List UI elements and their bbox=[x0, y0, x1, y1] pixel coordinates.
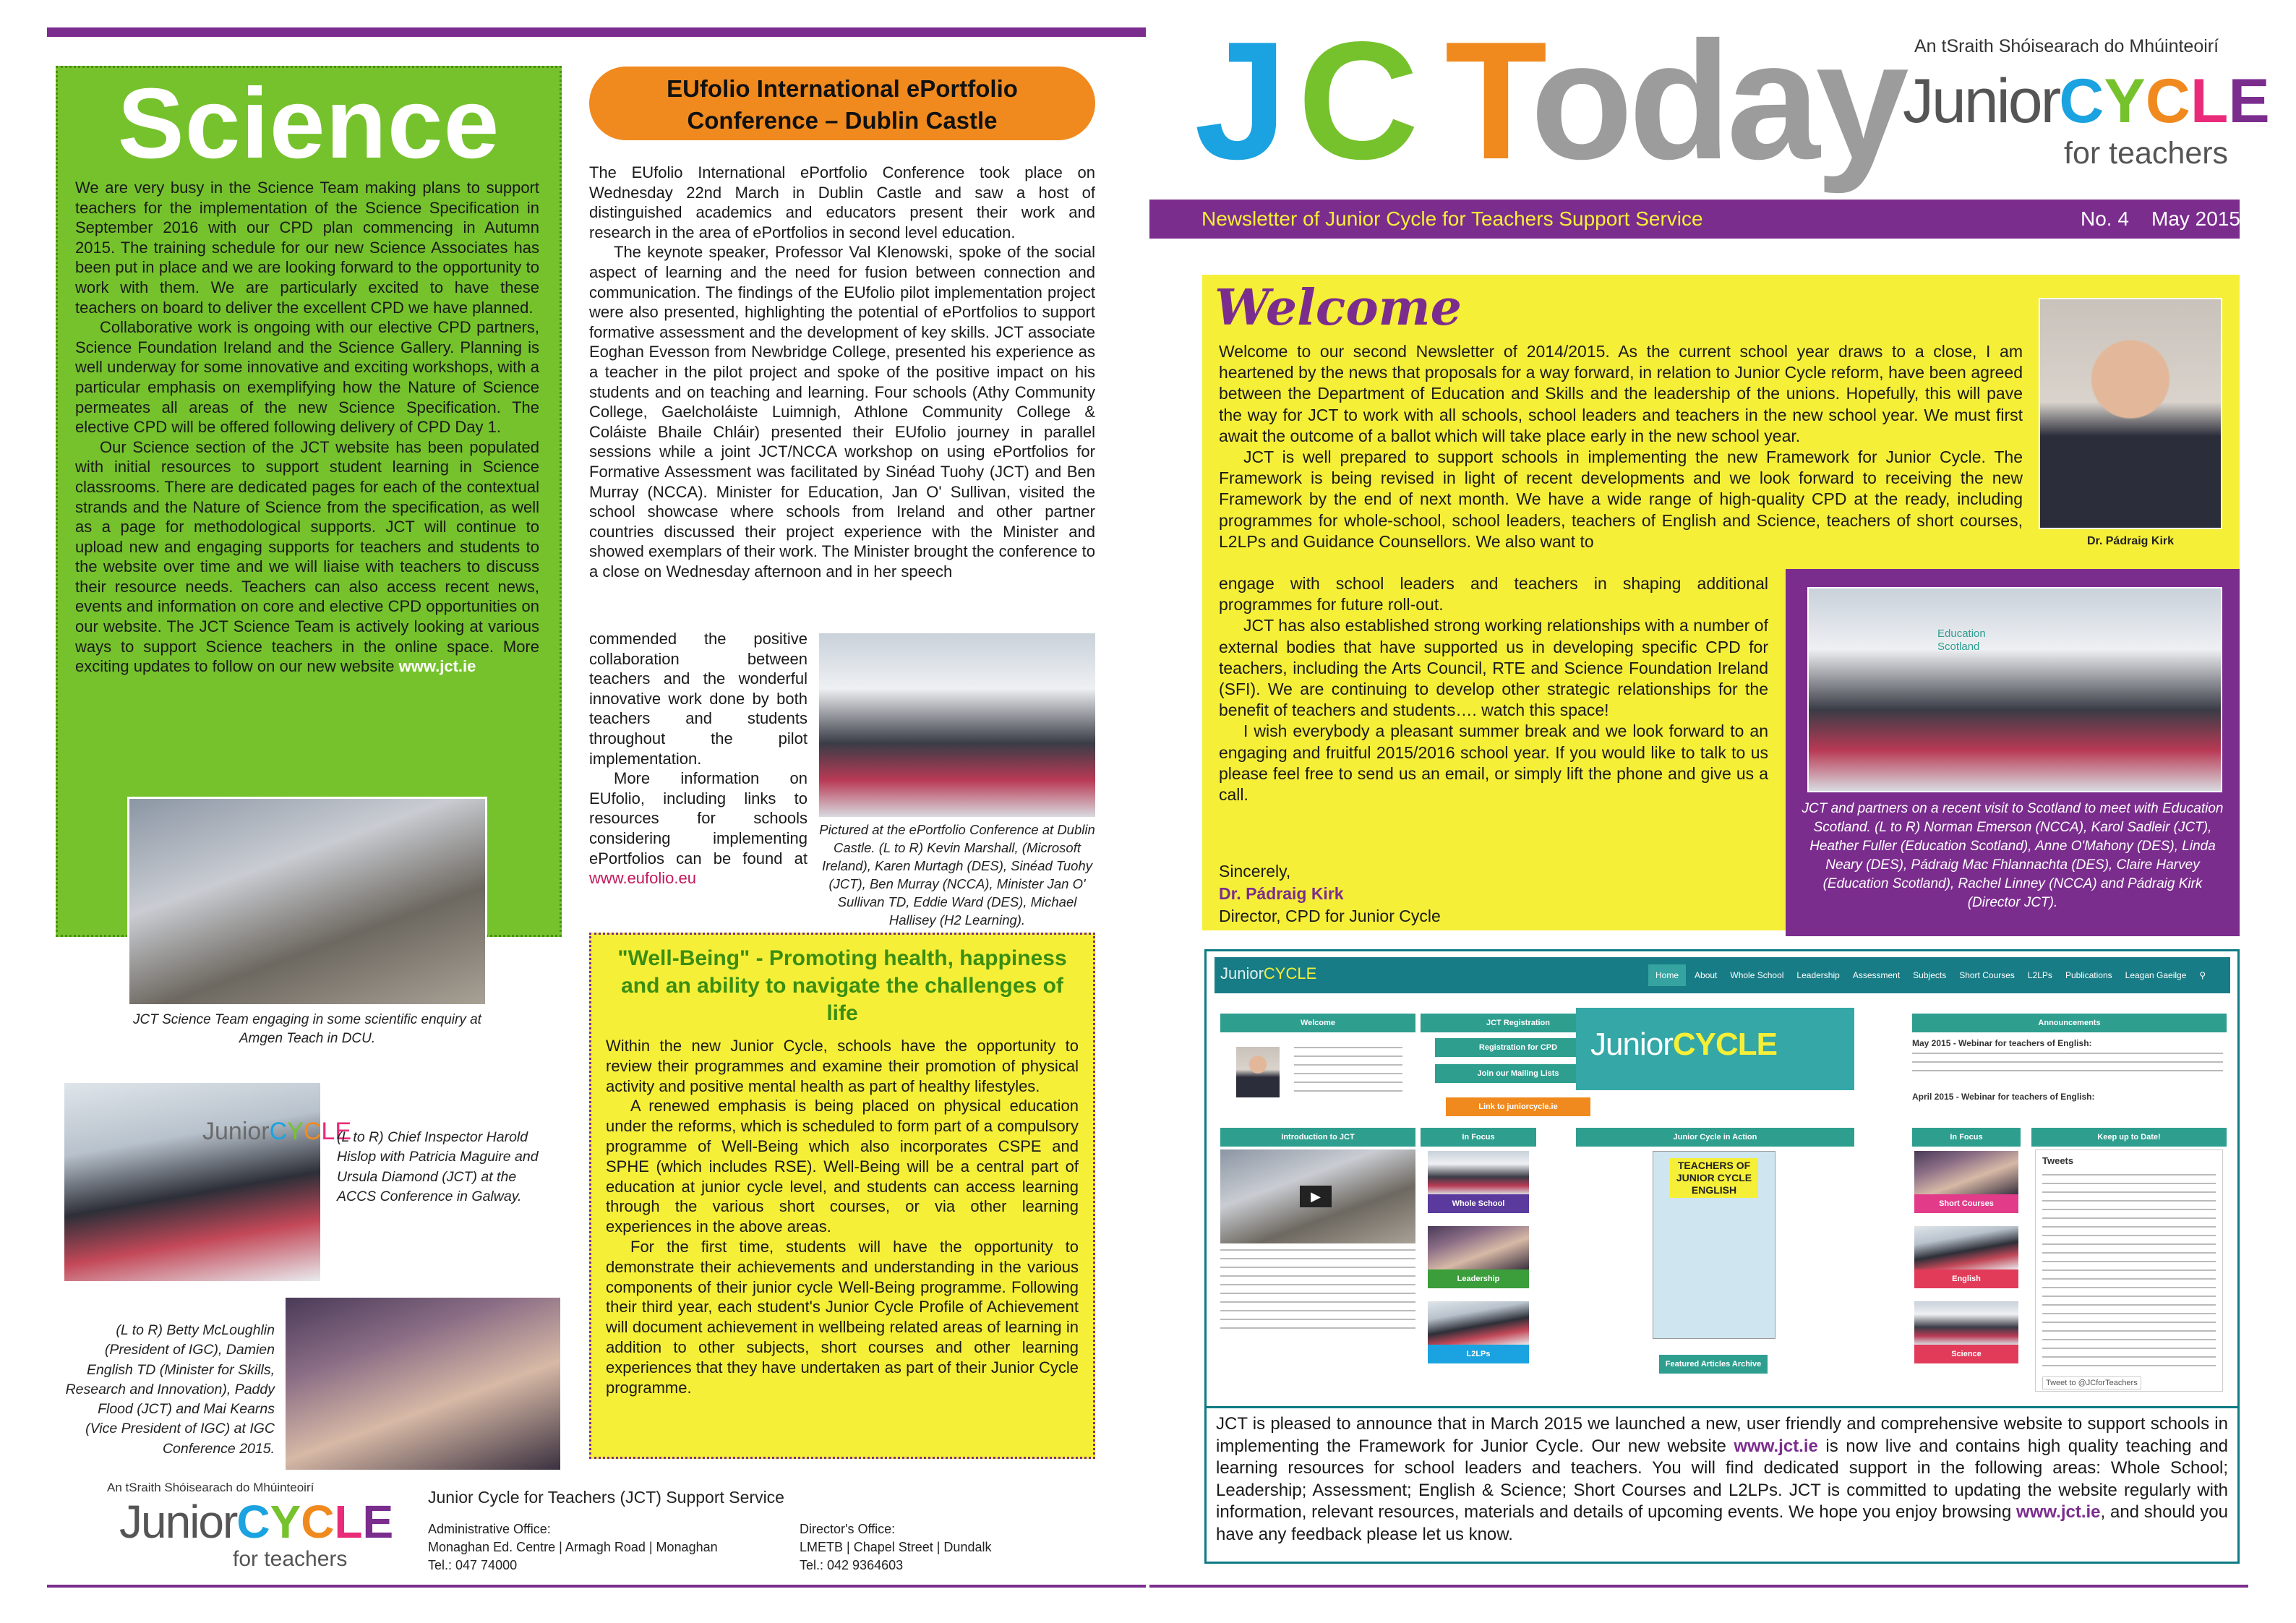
igc-photo bbox=[286, 1298, 560, 1470]
eufolio-p1: The EUfolio International ePortfolio Conference took place on Wednesday 22nd March in Dublin Castle and saw a host of distinguished academics and educators present their work and research in the area of ePortfolios in second level education. bbox=[589, 163, 1095, 241]
site-ann2: April 2015 - Webinar for teachers of English: bbox=[1912, 1092, 2095, 1102]
site-ann1-text bbox=[1912, 1053, 2223, 1079]
site-welcome-portrait bbox=[1236, 1047, 1280, 1097]
welcome-title: Welcome bbox=[1215, 279, 1462, 337]
nav-assessment[interactable]: Assessment bbox=[1852, 970, 1901, 980]
wellbeing-p2: A renewed emphasis is being placed on physical education under the reforms, which is scheduled to form part of a compulsory programme of Well-Being which also incorporates CSPE and SPHE (which includes RSE). Well-Being will be a central part of education at junior cycle level, and students can access learning through the various short courses, or via other learning experiences in the above areas. bbox=[606, 1097, 1079, 1236]
welcome-p1: Welcome to our second Newsletter of 2014/2015. As the current school year draws to a close, I am heartened by the news that proposals for a way forward, in relation to Junior Cycle reform, have been agreed between the Department of Education and Skills and the leadership of the unions. Hopefully, this will pave the way for JCT to work with all schools, school leaders and teachers in the new school year. We must first await the outcome of a ballot which will take place early in the new school year. bbox=[1219, 342, 2023, 445]
footer-admin bbox=[428, 1520, 718, 1575]
strap-title: Newsletter of Junior Cycle for Teachers Support Service bbox=[1201, 207, 1703, 230]
site-intro-bar: Introduction to JCT bbox=[1220, 1128, 1415, 1147]
footer-logo-sub: for teachers bbox=[233, 1547, 348, 1571]
nav-about[interactable]: About bbox=[1695, 970, 1718, 980]
site-tweets-label: Tweets bbox=[2042, 1155, 2074, 1166]
site-tile-english[interactable]: English bbox=[1914, 1269, 2018, 1288]
footer-logo-top: An tSraith Shóisearach do Mhúinteoirí bbox=[107, 1481, 314, 1494]
welcome-p4: I wish everybody a pleasant summer break and we look forward to an engaging and fruitful 2015/2016 school year. If you would like to talk to us please feel free to send us an email, or simply lift the phone and give us a call. bbox=[1219, 721, 1768, 805]
eufolio-photo bbox=[819, 633, 1095, 817]
site-intro-text bbox=[1220, 1249, 1415, 1329]
website-desc-link2[interactable]: www.jct.ie bbox=[2016, 1502, 2101, 1522]
site-keepup-bar: Keep up to Date! bbox=[2031, 1128, 2227, 1147]
bottom-rule-right bbox=[1149, 1585, 2248, 1588]
welcome-sign-role: Director, CPD for Junior Cycle bbox=[1219, 907, 1441, 925]
science-title: Science bbox=[117, 68, 500, 179]
eufolio-photo-caption: Pictured at the ePortfolio Conference at Dublin Castle. (L to R) Kevin Marshall, (Microsoft Ireland), Karen Murtagh (DES), Sinéad Tuohy (JCT), Ben Murray (NCCA), Minister Jan O' Sullivan TD, Eddie Ward (DES), Michael Hallisey (H2 Learning). bbox=[819, 822, 1095, 928]
accs-caption: (L to R) Chief Inspector Harold Hislop with Patricia Maguire and Ursula Diamond (JCT) at the ACCS Conference in Galway. bbox=[337, 1129, 539, 1204]
nav-home[interactable]: Home bbox=[1648, 964, 1686, 986]
eufolio-text bbox=[589, 163, 1095, 581]
website-desc-3: , and should you have any feedback please let us know. bbox=[1216, 1502, 2228, 1544]
scotland-photo bbox=[1807, 587, 2222, 792]
science-link[interactable]: www.jct.ie bbox=[398, 657, 476, 676]
nav-whole-school[interactable]: Whole School bbox=[1730, 970, 1784, 980]
website-shot bbox=[1215, 957, 2230, 1402]
site-nav-items bbox=[1648, 957, 2210, 993]
igc-caption: (L to R) Betty McLoughlin (President of IGC), Damien English TD (Minister for Skills, Research and Innovation), Paddy Flood (JCT) and Mai Kearns (Vice President of IGC) at IGC Conference 2015. bbox=[65, 1322, 275, 1457]
site-tile-science[interactable]: Science bbox=[1914, 1345, 2018, 1363]
site-infocus2-bar: In Focus bbox=[1912, 1128, 2021, 1147]
site-tile-img-6 bbox=[1914, 1301, 2018, 1345]
site-tweets-list bbox=[2042, 1174, 2216, 1369]
site-tile-short-courses[interactable]: Short Courses bbox=[1914, 1194, 2018, 1213]
footer-service: Junior Cycle for Teachers (JCT) Support Service bbox=[428, 1488, 784, 1507]
wellbeing-text bbox=[606, 1036, 1079, 1397]
nav-leagan-gaeilge[interactable]: Leagan Gaeilge bbox=[2125, 970, 2187, 980]
wellbeing-p3: For the first time, students will have the opportunity to demonstrate their achievements and understanding in the various components of their junior cycle Well-Being programme. Following their third year, each student's Junior Cycle Profile of Achievement will document achievement in wellbeing related areas of learning in addition to other subjects, short courses and other learning experiences that they have undertaken as part of their Junior Cycle programme. bbox=[606, 1237, 1079, 1397]
masthead-t: T bbox=[1444, 7, 1531, 194]
site-tile-l2lps[interactable]: L2LPs bbox=[1428, 1345, 1529, 1363]
footer-dir bbox=[800, 1520, 991, 1575]
welcome-sign-sincerely: Sincerely, bbox=[1219, 862, 1291, 881]
eufolio-link[interactable]: www.eufolio.eu bbox=[589, 869, 696, 888]
eufolio-p3: More information on EUfolio, including links to resources for schools considering implementing ePortfolios can be found at bbox=[589, 769, 808, 868]
footer-logo-junior: Junior bbox=[119, 1496, 237, 1548]
welcome-p2b: engage with school leaders and teachers in shaping additional programmes for future roll-out. bbox=[1219, 574, 1768, 614]
wellbeing-title: "Well-Being" - Promoting health, happiness and an ability to navigate the challenges of life bbox=[617, 946, 1067, 1025]
site-infocus1-bar: In Focus bbox=[1421, 1128, 1536, 1147]
footer-dir-addr: LMETB | Chapel Street | Dundalk bbox=[800, 1540, 992, 1554]
site-link-button[interactable]: Link to juniorcycle.ie bbox=[1446, 1097, 1590, 1116]
eufolio-text-narrow bbox=[589, 629, 808, 888]
site-ann1: May 2015 - Webinar for teachers of English: bbox=[1912, 1038, 2092, 1048]
welcome-p2: JCT is well prepared to support schools in implementing the new Framework for Junior Cycle. The Framework is being revised in light of recent developments and we look forward to receiving the new Framework by the end of next month. We have a wide range of high-quality CPD at the ready, including programmes for whole-school, school leaders, teachers of English and Science, teachers of short courses, L2LPs and Guidance Counsellors. We also want to bbox=[1219, 447, 2023, 551]
footer-admin-tel: Tel.: 047 74000 bbox=[428, 1558, 518, 1572]
pk-portrait-caption: Dr. Pádraig Kirk bbox=[2086, 535, 2175, 547]
top-rule-left bbox=[47, 27, 1146, 37]
nav-search-icon[interactable]: ⚲ bbox=[2199, 970, 2206, 980]
welcome-text-wide bbox=[1219, 341, 2023, 552]
site-tile-img-3 bbox=[1428, 1301, 1529, 1345]
masthead-title bbox=[1194, 7, 1905, 194]
site-tile-leadership[interactable]: Leadership bbox=[1428, 1269, 1529, 1288]
website-description bbox=[1216, 1413, 2228, 1546]
scotland-banner: Education Scotland bbox=[1937, 628, 1986, 653]
website-desc-2: is now live and contains high quality teaching and learning resources for school leaders and teachers. You will find dedicated support in the following areas: Whole School; Leadership; Assessment; English & Science; Short Courses and L2LPs. JCT is committed to updating the website regularly with information, relevant resources, materials and details of upcoming events. We hope you enjoy browsing bbox=[1216, 1436, 2229, 1522]
site-featured-button[interactable]: Featured Articles Archive bbox=[1659, 1355, 1768, 1374]
accs-photo-logo: JuniorCYCLE bbox=[202, 1118, 352, 1145]
site-poster-title: TEACHERS OF JUNIOR CYCLE ENGLISH bbox=[1670, 1158, 1758, 1198]
site-tile-whole-school[interactable]: Whole School bbox=[1428, 1194, 1529, 1213]
pk-portrait bbox=[2039, 298, 2222, 529]
science-p3: Our Science section of the JCT website has been populated with initial resources to support student learning in Science classrooms. There are dedicated pages for each of the contextual strands and the Nature of Science from the specification, as well as a page for methodological supports. JCT will continue to upload new and engaging supports for teachers and students to the website over time and we will liaise with teachers to discuss their resource needs. Teachers can also access recent news, events and information on core and elective CPD opportunities on our website. The JCT Science Team is actively looking at various ways to support Science teachers in the online space. More exciting updates to follow on our new website bbox=[75, 437, 539, 676]
strap-issue: No. 4 bbox=[2081, 207, 2129, 230]
nav-publications[interactable]: Publications bbox=[2065, 970, 2112, 980]
science-p1: We are very busy in the Science Team making plans to support teachers for the implementation of the Science Specification in September 2016 with our CPD plan commencing in Autumn 2015. The training schedule for our new Science Associates has been put in place and we are looking forward to the opportunity to work with them. We are particularly excited to have these teachers on board to deliver the excellent CPD we have planned. bbox=[75, 179, 539, 317]
site-announcements-bar: Announcements bbox=[1912, 1014, 2227, 1032]
site-banner-logo: JuniorCYCLE bbox=[1590, 1027, 1777, 1062]
site-tile-img-2 bbox=[1428, 1226, 1529, 1269]
site-welcome-bar: Welcome bbox=[1220, 1014, 1415, 1032]
site-video-play-icon[interactable]: ▶ bbox=[1300, 1186, 1332, 1207]
site-tile-img-4 bbox=[1914, 1151, 2018, 1194]
science-photo-caption: JCT Science Team engaging in some scientific enquiry at Amgen Teach in DCU. bbox=[133, 1012, 481, 1046]
nav-subjects[interactable]: Subjects bbox=[1913, 970, 1947, 980]
welcome-p3: JCT has also established strong working relationships with a number of external bodies that have supported us in developing specific CPD for teachers, including the Arts Council, RTE and Science Foundation Ireland (SFI). We are continuing to develop other strategic relationships for the benefit of teachers and students…. watch this space! bbox=[1219, 616, 1768, 720]
footer-admin-addr: Monaghan Ed. Centre | Armagh Road | Monaghan bbox=[428, 1540, 718, 1554]
eufolio-p2b: commended the positive collaboration between teachers and the wonderful innovative work done by both teachers and students throughout the pilot implementation. bbox=[589, 630, 808, 768]
site-jcaction-bar: Junior Cycle in Action bbox=[1576, 1128, 1854, 1147]
footer-admin-label: Administrative Office: bbox=[428, 1522, 551, 1536]
footer-dir-label: Director's Office: bbox=[800, 1522, 896, 1536]
accs-photo bbox=[64, 1083, 320, 1281]
eufolio-title: EUfolio International ePortfolio Conference – Dublin Castle bbox=[667, 75, 1018, 134]
masthead-c: C bbox=[1298, 7, 1415, 194]
masthead-oday: oday bbox=[1530, 7, 1905, 194]
website-desc-1: JCT is pleased to announce that in March 2015 we launched a new, user friendly and comprehensive website to support schools in implementing the Framework for Junior Cycle. Our new website bbox=[1216, 1414, 2228, 1456]
strap-date: May 2015 bbox=[2151, 207, 2240, 230]
footer-dir-tel: Tel.: 042 9364603 bbox=[800, 1558, 904, 1572]
welcome-sign-name: Dr. Pádraig Kirk bbox=[1219, 884, 1344, 903]
site-registration-bar: JCT Registration bbox=[1421, 1014, 1616, 1032]
welcome-signoff bbox=[1219, 860, 1441, 928]
header-logo-sub: for teachers bbox=[2064, 136, 2229, 171]
masthead-j: J bbox=[1194, 7, 1284, 194]
site-register-button[interactable]: Registration for CPD bbox=[1435, 1038, 1601, 1057]
site-tweet-to[interactable]: Tweet to @JCforTeachers bbox=[2042, 1376, 2141, 1389]
header-logo-junior: Junior bbox=[1903, 67, 2060, 136]
footer-logo: JuniorCYCLE bbox=[119, 1496, 394, 1548]
science-photo bbox=[127, 797, 487, 1006]
site-mailing-button[interactable]: Join our Mailing Lists bbox=[1435, 1064, 1601, 1083]
header-logo-top: An tSraith Shóisearach do Mhúinteoirí bbox=[1914, 36, 2219, 56]
nav-l2lps[interactable]: L2LPs bbox=[2027, 970, 2052, 980]
website-desc-link1[interactable]: www.jct.ie bbox=[1734, 1436, 1818, 1456]
bottom-rule-left bbox=[47, 1585, 1146, 1588]
scotland-caption: JCT and partners on a recent visit to Scotland to meet with Education Scotland. (L to R) Norman Emerson (NCCA), Karol Sadleir (JCT), Heather Fuller (Education Scotland), Anne O'Mahony (DES), Linda Neary (DES), Pádraig Mac Fhlannachta (DES), Claire Harvey (Education Scotland), Rachel Linney (NCCA) and Pádraig Kirk (Director JCT). bbox=[1802, 801, 2224, 910]
site-tile-img-5 bbox=[1914, 1226, 2018, 1269]
site-welcome-text bbox=[1294, 1047, 1402, 1097]
welcome-text-narrow bbox=[1219, 573, 1768, 805]
eufolio-p2: The keynote speaker, Professor Val Klenowski, spoke of the social aspect of learning and the need for fusion between connection and communication. The findings of the EUfolio pilot implementation project were also presented, highlighting the potential of ePortfolios to support formative assessment and the development of key skills. JCT associate Eoghan Evesson from Newbridge College, presented his experience as a teacher in the pilot project and spoke of the positive impact on his students and on teaching and learning. Four schools (Athy Community College, Gaelcholáiste Luimnigh, Athlone Community College & Coláiste Bhaile Chláir) presented their EUfolio journey in parallel sessions while a joint JCT/NCCA workshop on using ePortfolios for Formative Assessment was facilitated by Sinéad Tuohy (JCT) and Ben Murray (NCCA). Minister for Education, Jan O' Sullivan, visited the school showcase where schools from Ireland and other partner countries discussed their project experience with the Minister and showed exemplars of their work. The Minister brought the conference to a close on Wednesday afternoon and in her speech bbox=[589, 243, 1095, 581]
nav-leadership[interactable]: Leadership bbox=[1796, 970, 1840, 980]
science-p2: Collaborative work is ongoing with our elective CPD partners, Science Foundation Ireland and the Science Gallery. Planning is well underway for some innovative and exciting workshops, with a particular emphasis on exemplifying how the Nature of Science permeates all areas of the new Science Specification. The elective CPD will be offered following delivery of CPD Day 1. bbox=[75, 318, 539, 437]
website-divider bbox=[1204, 1406, 2240, 1408]
science-text bbox=[75, 178, 539, 677]
wellbeing-p1: Within the new Junior Cycle, schools have the opportunity to review their programmes and examine their promotion of physical activity and positive mental health as part of healthy lifestyles. bbox=[606, 1037, 1079, 1095]
site-nav-logo: JuniorCYCLE bbox=[1220, 964, 1317, 982]
nav-short-courses[interactable]: Short Courses bbox=[1959, 970, 2015, 980]
header-logo: JuniorCYCLE bbox=[1903, 67, 2270, 136]
site-tile-img-1 bbox=[1428, 1151, 1529, 1194]
